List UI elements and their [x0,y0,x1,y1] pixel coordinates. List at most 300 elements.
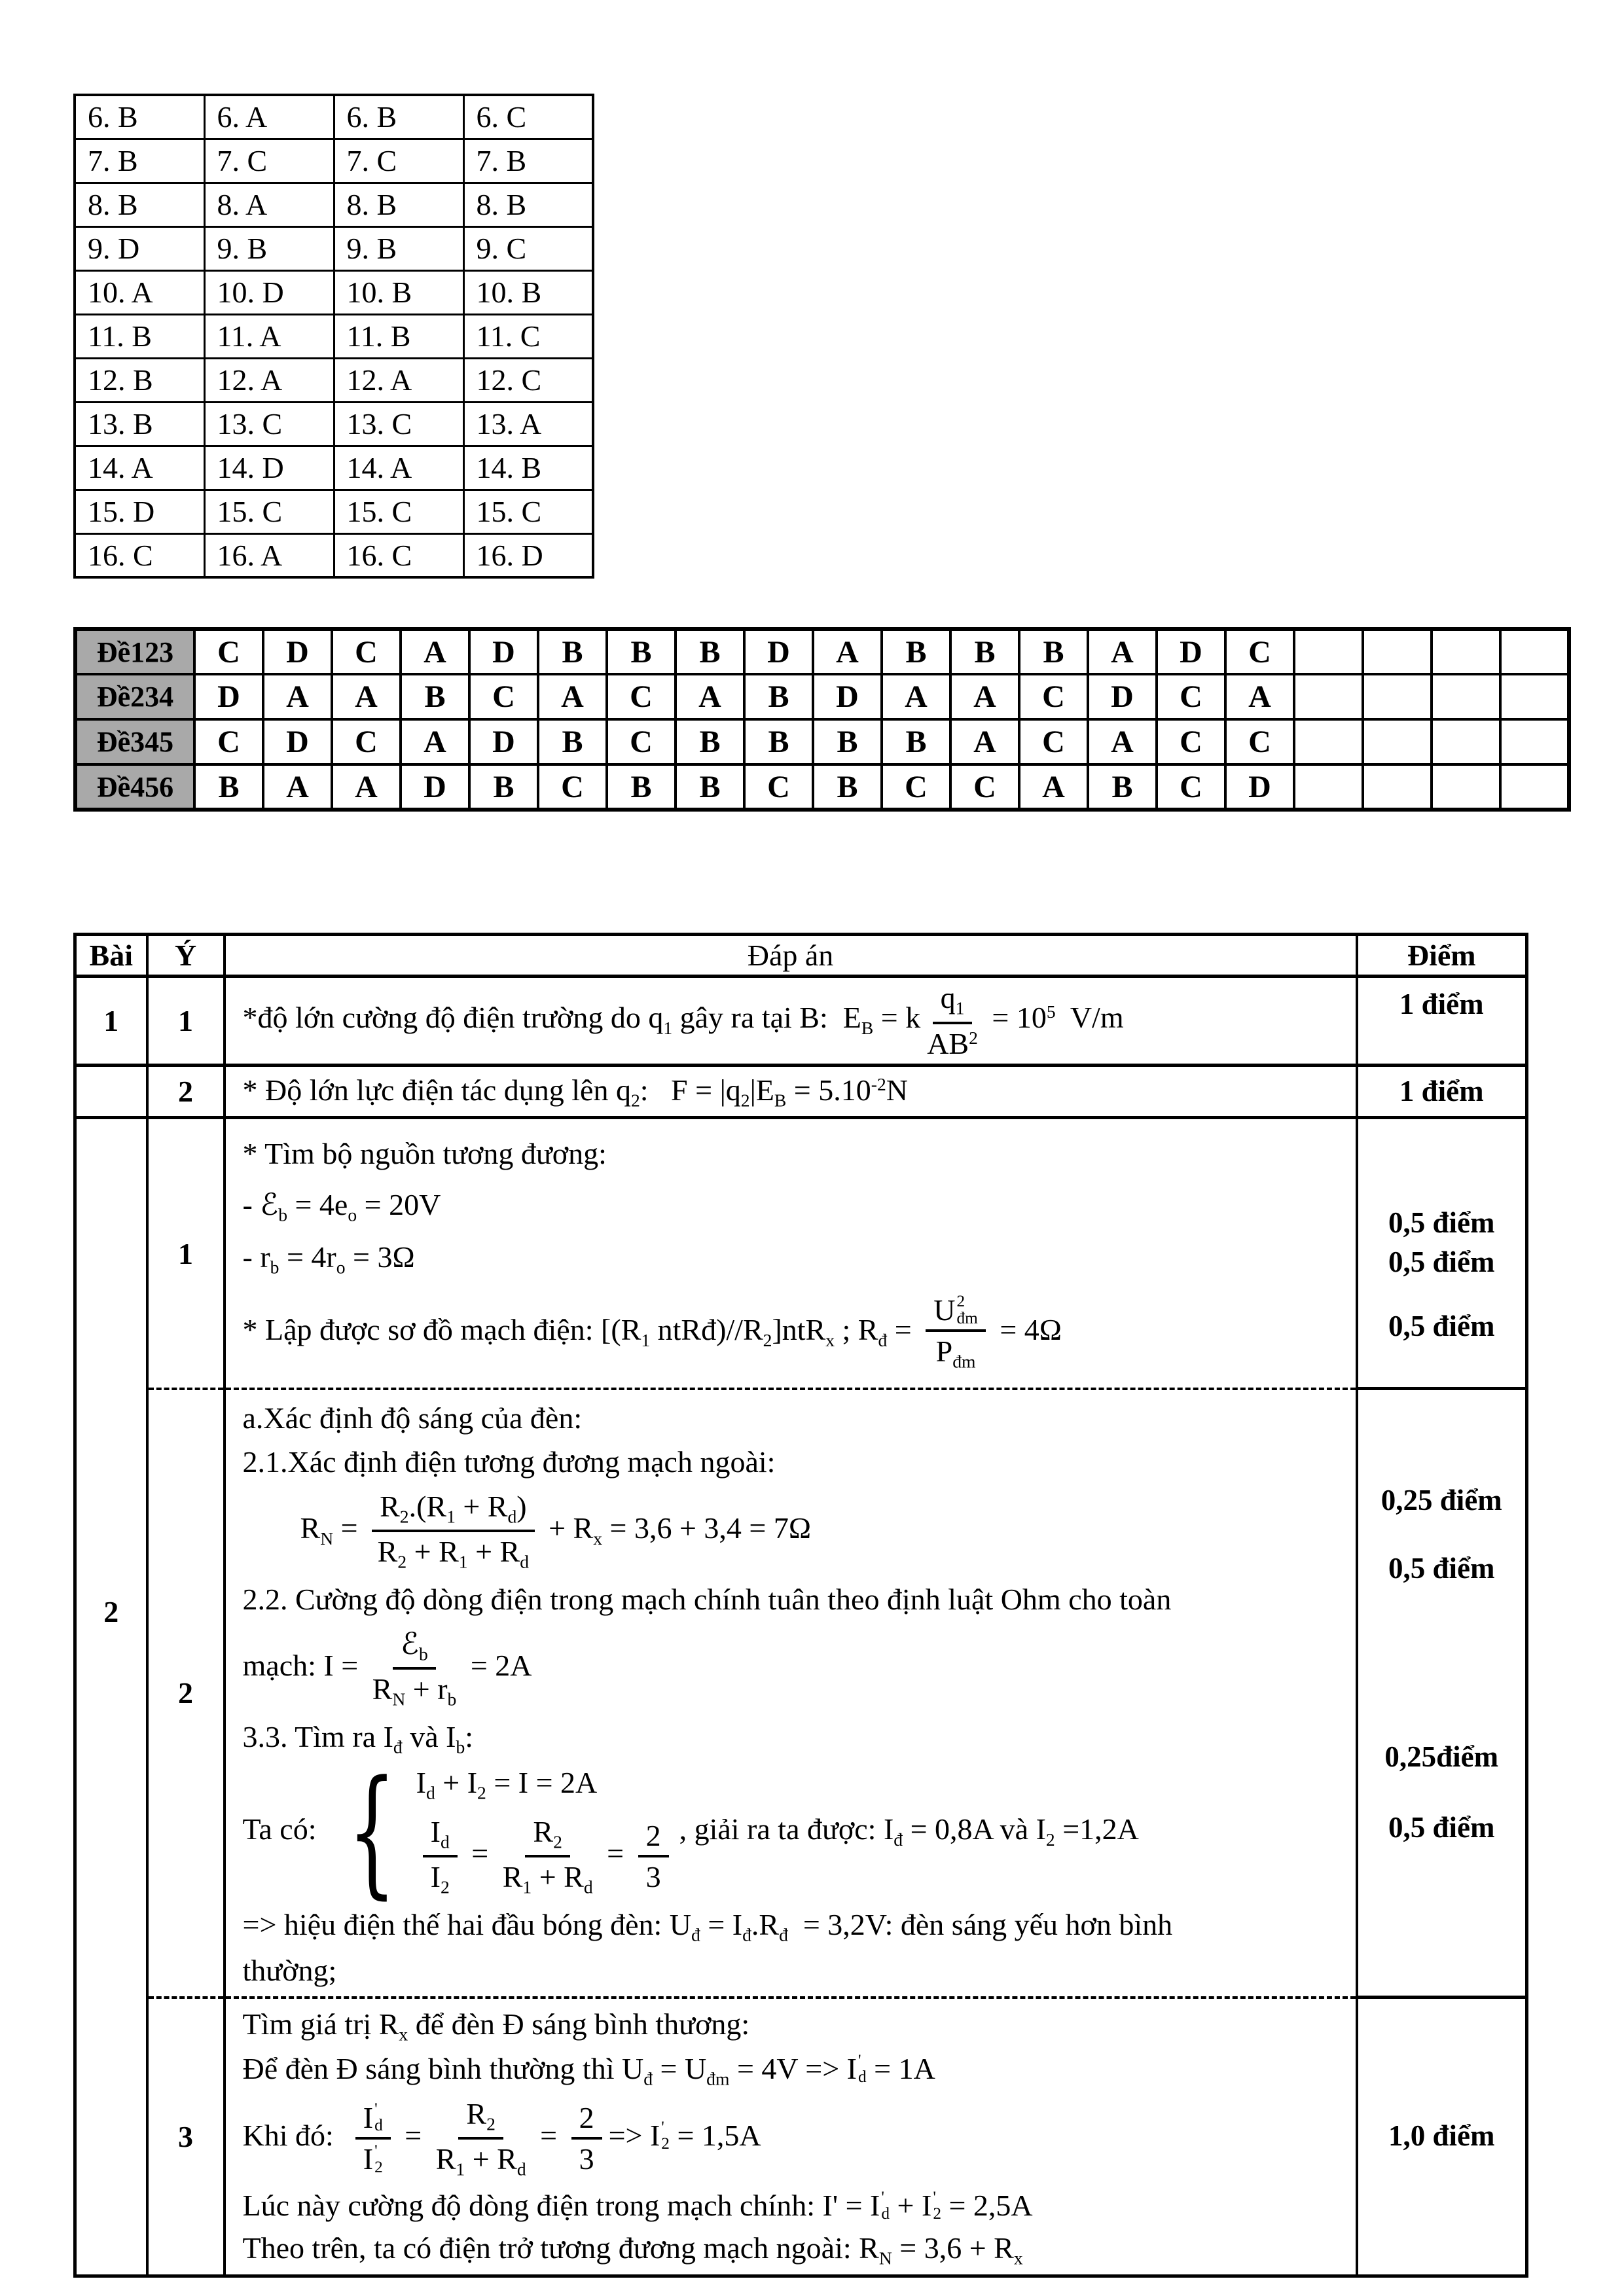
stacked-sup: ' [374,2100,378,2119]
score-item: 0,5 điểm [1388,1245,1495,1278]
equation-system [328,1751,676,1912]
answer-grid-cell: 6. B [334,95,463,139]
subscript: 1 [458,1551,468,1572]
text-segment: AB [927,1026,969,1060]
subscript: N [392,1689,406,1710]
answer-grid-cell: 14. A [75,446,204,490]
fraction-numerator [638,1819,669,1858]
dapan-cell [225,1066,1357,1118]
text-segment: = 3Ω [345,1240,415,1274]
code-answer-cell: B [744,719,813,764]
empty-cell [1294,629,1363,674]
dapan-cell [225,1389,1357,1998]
text-segment: Để đèn Đ sáng bình thường thì U [242,2051,644,2085]
answer-grid-cell: 13. C [204,402,334,446]
text-segment: = 5.10 [786,1073,871,1107]
answer-grid-cell: 8. B [75,183,204,226]
answer-grid-cell: 12. C [463,358,593,402]
subscript: d [516,2159,526,2179]
empty-cell [1363,764,1432,810]
solution-row [75,1066,1527,1118]
subscript: b [278,1204,287,1225]
code-answer-cell: D [263,719,332,764]
y-cell: 1 [147,1118,225,1389]
answer-grid-cell: 16. C [334,533,463,577]
stacked-sub: d [374,2116,383,2135]
answer-grid-cell: 14. D [204,446,334,490]
system-line [416,1764,598,1804]
text-segment: 2.1.Xác định điện tương đương mạch ngoài: [242,1444,776,1479]
code-answer-cell: A [1088,629,1157,674]
text-segment: V/m [1055,1001,1124,1035]
text-segment: = 4r [279,1240,336,1274]
text-segment: q [940,981,956,1014]
text-segment: Tìm giá trị R [242,2007,399,2041]
code-answer-cell: B [1019,629,1088,674]
system-line [416,1812,676,1901]
text-segment: Khi đó: [242,2118,349,2152]
code-answer-cell: B [469,764,538,810]
fraction-denominator [579,2140,594,2176]
text-segment: = 2A [463,1648,532,1682]
text-segment: : [465,1719,474,1753]
base-symbol: I [846,2051,857,2085]
code-answer-cell: D [401,764,469,810]
answer-grid-row [75,402,593,446]
code-answer-cell: C [950,764,1019,810]
code-answer-cell: D [194,674,263,719]
empty-cell [1500,764,1569,810]
subscript: b [419,1643,428,1664]
text-segment: .(R [408,1489,447,1523]
answer-grid-cell: 6. A [204,95,334,139]
score-item: 0,5 điểm [1388,1206,1495,1240]
stacked-scripts [374,2143,383,2176]
subscript: b [456,1736,465,1757]
subscript: 1 [522,1876,532,1897]
answer-grid-cell: 14. B [463,446,593,490]
code-answer-cell: C [538,764,607,810]
score-item: 1,0 điểm [1388,2119,1495,2153]
text-segment: 3.3. Tìm ra I [242,1719,393,1753]
code-answer-cell: B [676,764,744,810]
fraction-denominator [431,1857,450,1898]
answer-grid-row [75,490,593,533]
text-segment: a.Xác định độ sáng của đèn: [242,1401,583,1435]
base-symbol: U [933,1293,956,1327]
empty-cell [1363,719,1432,764]
dapan-cell [225,977,1357,1066]
subscript: 1 [955,997,965,1018]
subscript: 2 [1045,1829,1055,1850]
answer-grid-cell: 11. A [204,314,334,358]
answer-grid-cell: 11. C [463,314,593,358]
code-answer-cell: C [1225,719,1294,764]
answer-grid-cell: 7. B [463,139,593,183]
answer-grid-row [75,358,593,402]
text-segment: = k [873,1001,921,1035]
code-answer-cell: A [538,674,607,719]
code-answer-cell: D [1088,674,1157,719]
text-segment: để đèn Đ sáng bình thương: [408,2007,750,2041]
code-answer-cell: A [1019,764,1088,810]
text-segment: + R [455,1489,508,1523]
text-segment: + R [467,1535,520,1569]
text-segment: + R [465,2142,517,2176]
subscript: B [774,1090,787,1111]
solution-line [243,1906,1348,1946]
fraction [355,2101,391,2176]
exam-code-row [75,629,1569,674]
code-answer-cell: A [263,764,332,810]
text-segment: = [397,2118,429,2152]
code-answer-cell: D [469,629,538,674]
subscript: 1 [641,1329,651,1350]
text-segment: + R [541,1511,594,1545]
text-segment: = 20V [357,1187,441,1221]
solution-line [243,1291,1348,1375]
text-segment: = 0,8A và I [903,1812,1046,1846]
text-segment: *độ lớn cường độ điện trường do q [242,1001,664,1035]
text-segment: Ta có: [242,1812,325,1846]
stacked-scripts [956,1293,977,1327]
subscript: đ [893,1829,903,1850]
solution-line [243,1581,1348,1619]
text-segment: gây ra tại B: E [672,1001,861,1035]
stacked-sub: d [857,2068,867,2087]
stacked-sup: ' [881,2187,884,2206]
y-cell: 1 [147,977,225,1066]
text-segment: 2.2. Cường độ dòng điện trong mạch chính tuân theo định luật Ohm cho toàn [242,1582,1172,1616]
diem-cell [1357,977,1527,1066]
code-answer-cell: A [332,764,401,810]
subscript: đ [643,2068,653,2089]
code-answer-cell: C [332,629,401,674]
answer-grid-cell: 15. C [463,490,593,533]
subscript: 2 [553,1831,562,1852]
fraction-numerator [926,1293,986,1333]
answer-grid-row [75,226,593,270]
code-answer-cell: B [676,629,744,674]
col-header-diem: Điểm [1357,935,1527,977]
subscript: B [861,1017,874,1038]
code-answer-cell: B [882,629,950,674]
base-with-stacked-scripts [650,2117,670,2155]
fraction-denominator [936,1332,976,1372]
code-answer-cell: C [332,719,401,764]
answer-grid-cell: 10. D [204,270,334,314]
subscript: x [1013,2248,1023,2269]
subscript: N [878,2248,892,2269]
stacked-scripts [661,2119,670,2153]
fraction-denominator [363,2140,383,2176]
subscript: đm [952,1352,976,1372]
text-segment: = 3,6 + R [892,2231,1014,2265]
score-item: 0,5 điểm [1388,1552,1495,1585]
solution-line [243,1185,1348,1227]
text-segment: + [890,2188,922,2222]
answer-grid-cell: 7. B [75,139,204,183]
code-answer-cell: B [607,764,676,810]
answer-grid-table [73,94,594,579]
diem-cell [1357,1118,1527,1389]
subscript: đ [742,1924,751,1945]
text-segment: , giải ra ta được: I [679,1812,894,1846]
stacked-sub: 2 [933,2204,941,2223]
dapan-cell [225,1998,1357,2276]
code-answer-cell: C [1225,629,1294,674]
script-e-symbol: ℰ [260,1186,279,1222]
text-segment: Theo trên, ta có điện trở tương đương mạch ngoài: R [242,2231,879,2265]
subscript: 1 [456,2159,465,2179]
code-answer-cell: C [1019,719,1088,764]
answer-grid-cell: 9. C [463,226,593,270]
subscript: x [825,1329,835,1350]
text-segment: và I [402,1719,456,1753]
answer-grid-cell: 10. A [75,270,204,314]
subscript: d [425,1782,435,1803]
empty-cell [1500,674,1569,719]
bai-cell [75,1066,147,1118]
empty-cell [1432,719,1500,764]
text-segment: - r [242,1240,270,1274]
subscript: d [583,1876,593,1897]
subscript: 1 [663,1017,673,1038]
text-segment: = 4Ω [992,1312,1062,1346]
text-segment: + R [406,1535,459,1569]
base-with-stacked-scripts [922,2187,941,2225]
subscript: d [520,1551,529,1572]
base-with-stacked-scripts [870,2187,890,2225]
base-with-stacked-scripts [363,2101,383,2135]
subscript: 2 [486,2113,496,2134]
exam-code-answer-table [73,627,1571,812]
text-segment: ) [516,1489,527,1523]
solution-line [243,1238,1348,1279]
code-answer-cell: C [882,764,950,810]
base-symbol: I [921,2188,932,2222]
code-answer-cell: D [1225,764,1294,810]
code-answer-cell: C [607,674,676,719]
text-segment: = [333,1511,366,1545]
text-segment: = 3,6 + 3,4 = 7Ω [602,1511,812,1545]
solution-line [243,2229,1348,2270]
answer-grid-cell: 16. A [204,533,334,577]
answer-grid-row [75,533,593,577]
code-answer-cell: B [676,719,744,764]
empty-cell [1500,629,1569,674]
solution-line [243,1952,1348,1990]
text-segment: mạch: I = [242,1648,366,1682]
col-header-bai: Bài [75,935,147,977]
text-segment: thường; [242,1953,337,1987]
code-answer-cell: A [882,674,950,719]
code-answer-cell: C [194,629,263,674]
stacked-sub: đm [956,1308,978,1327]
fraction-numerator [933,981,973,1024]
answer-grid-row [75,446,593,490]
text-segment: R [502,1860,523,1894]
subscript: đm [706,2068,730,2089]
fraction-denominator [503,1857,593,1898]
answer-grid-cell: 9. B [334,226,463,270]
text-segment: => hiệu điện thế hai đầu bóng đèn: U [242,1907,692,1941]
code-answer-cell: B [538,629,607,674]
diem-cell [1357,1998,1527,2276]
answer-grid-cell: 8. B [463,183,593,226]
stacked-scripts [933,2189,941,2223]
script-e-symbol: ℰ [401,1625,420,1661]
stacked-scripts [374,2101,383,2134]
code-answer-cell: C [744,764,813,810]
solution-header-row [75,935,1527,977]
stacked-sup: ' [857,2051,861,2070]
solution-table [73,933,1528,2278]
fraction [926,1293,986,1372]
text-segment: N [886,1073,908,1107]
system-lines [416,1764,676,1901]
text-segment: R [300,1511,321,1545]
empty-cell [1432,674,1500,719]
text-segment: = 4e [287,1187,348,1221]
fraction [503,1815,593,1898]
solution-row [75,1998,1527,2276]
dapan-cell [225,1118,1357,1389]
answer-grid-cell: 14. A [334,446,463,490]
code-answer-cell: D [263,629,332,674]
bai-cell: 2 [75,1118,147,2276]
code-answer-cell: A [950,674,1019,719]
text-segment: =1,2A [1055,1812,1139,1846]
system-brace: { [348,1751,397,1912]
answer-grid-cell: 12. B [75,358,204,402]
answer-grid-cell: 16. C [75,533,204,577]
text-segment: I [416,1765,426,1799]
subscript: N [320,1528,334,1549]
code-answer-cell: A [401,629,469,674]
text-segment: => [608,2118,650,2152]
subscript: 2 [440,1876,450,1897]
text-segment: Lúc này cường độ dòng điện trong mạch chính: I' = [242,2188,871,2222]
subscript: 2 [763,1329,772,1350]
text-segment: : F = |q [640,1073,741,1107]
stacked-sup: ' [661,2117,664,2136]
code-answer-cell: B [538,719,607,764]
text-segment: 2 [579,2100,594,2134]
score-item: 0,5 điểm [1388,1309,1495,1342]
answer-grid-cell: 6. C [463,95,593,139]
code-answer-cell: A [263,674,332,719]
text-segment: = 1A [866,2051,935,2085]
empty-cell [1294,764,1363,810]
code-answer-cell: D [744,629,813,674]
exam-code-row [75,764,1569,810]
solution-line [243,2187,1348,2225]
exam-code-row [75,674,1569,719]
text-segment: R [372,1672,393,1706]
answer-grid-cell: 10. B [334,270,463,314]
code-answer-cell: C [607,719,676,764]
code-answer-cell: B [744,674,813,719]
code-answer-cell: A [813,629,882,674]
text-segment: I [430,1814,441,1848]
superscript: -2 [871,1073,886,1094]
fraction [571,2101,602,2176]
answer-grid-cell: 6. B [75,95,204,139]
exam-code-label: Đề234 [75,674,194,719]
subscript: 2 [397,1551,407,1572]
text-segment: = 4V => [729,2051,847,2085]
answer-grid-cell: 7. C [204,139,334,183]
text-segment: * Lập được sơ đồ mạch điện: [(R [242,1312,641,1346]
fraction [372,1490,535,1573]
code-answer-cell: B [813,764,882,810]
fraction-numerator [571,2101,602,2140]
answer-grid-row [75,139,593,183]
exam-code-label: Đề345 [75,719,194,764]
fraction-numerator [458,2097,503,2140]
col-header-y: Ý [147,935,225,977]
text-segment: * Tìm bộ nguồn tương đương: [242,1137,607,1171]
empty-cell [1294,674,1363,719]
y-cell: 3 [147,1998,225,2276]
text-segment: = I = 2A [486,1765,598,1799]
fraction-denominator [646,1857,661,1894]
y-cell: 2 [147,1389,225,1998]
answer-grid-cell: 16. D [463,533,593,577]
code-answer-cell: C [1019,674,1088,719]
subscript: o [336,1257,346,1278]
col-header-dapan: Đáp án [225,935,1357,977]
answer-grid-cell: 13. A [463,402,593,446]
answer-grid-cell: 12. A [204,358,334,402]
text-segment: R [466,2096,487,2130]
text-segment: I [430,1860,441,1894]
subscript: 2 [399,1506,409,1527]
answer-grid-row [75,95,593,139]
subscript: x [593,1528,603,1549]
subscript: đ [393,1736,403,1757]
superscript: 5 [1046,1001,1056,1022]
empty-cell [1294,719,1363,764]
code-answer-cell: B [813,719,882,764]
code-answer-cell: D [1157,629,1225,674]
empty-cell [1500,719,1569,764]
code-answer-cell: C [1157,764,1225,810]
fraction-numerator [355,2101,391,2140]
subscript: 2 [477,1782,486,1803]
answer-grid-cell: 13. C [334,402,463,446]
text-segment: - [242,1187,261,1221]
answer-grid-cell: 11. B [75,314,204,358]
code-answer-cell: B [607,629,676,674]
score-item: 1 điểm [1399,988,1484,1020]
text-segment: R [377,1535,398,1569]
solution-line [243,1135,1348,1174]
solution-line [243,1718,1348,1759]
text-segment: = [532,2118,565,2152]
answer-grid-cell: 10. B [463,270,593,314]
fraction [372,1627,457,1710]
text-segment: R [380,1489,400,1523]
code-answer-cell: C [469,674,538,719]
base-with-stacked-scripts [363,2142,383,2176]
diem-cell [1357,1389,1527,1998]
fraction [927,981,978,1060]
text-segment: = [599,1836,632,1870]
text-segment: = 2,5A [941,2188,1033,2222]
answer-grid-cell: 13. B [75,402,204,446]
